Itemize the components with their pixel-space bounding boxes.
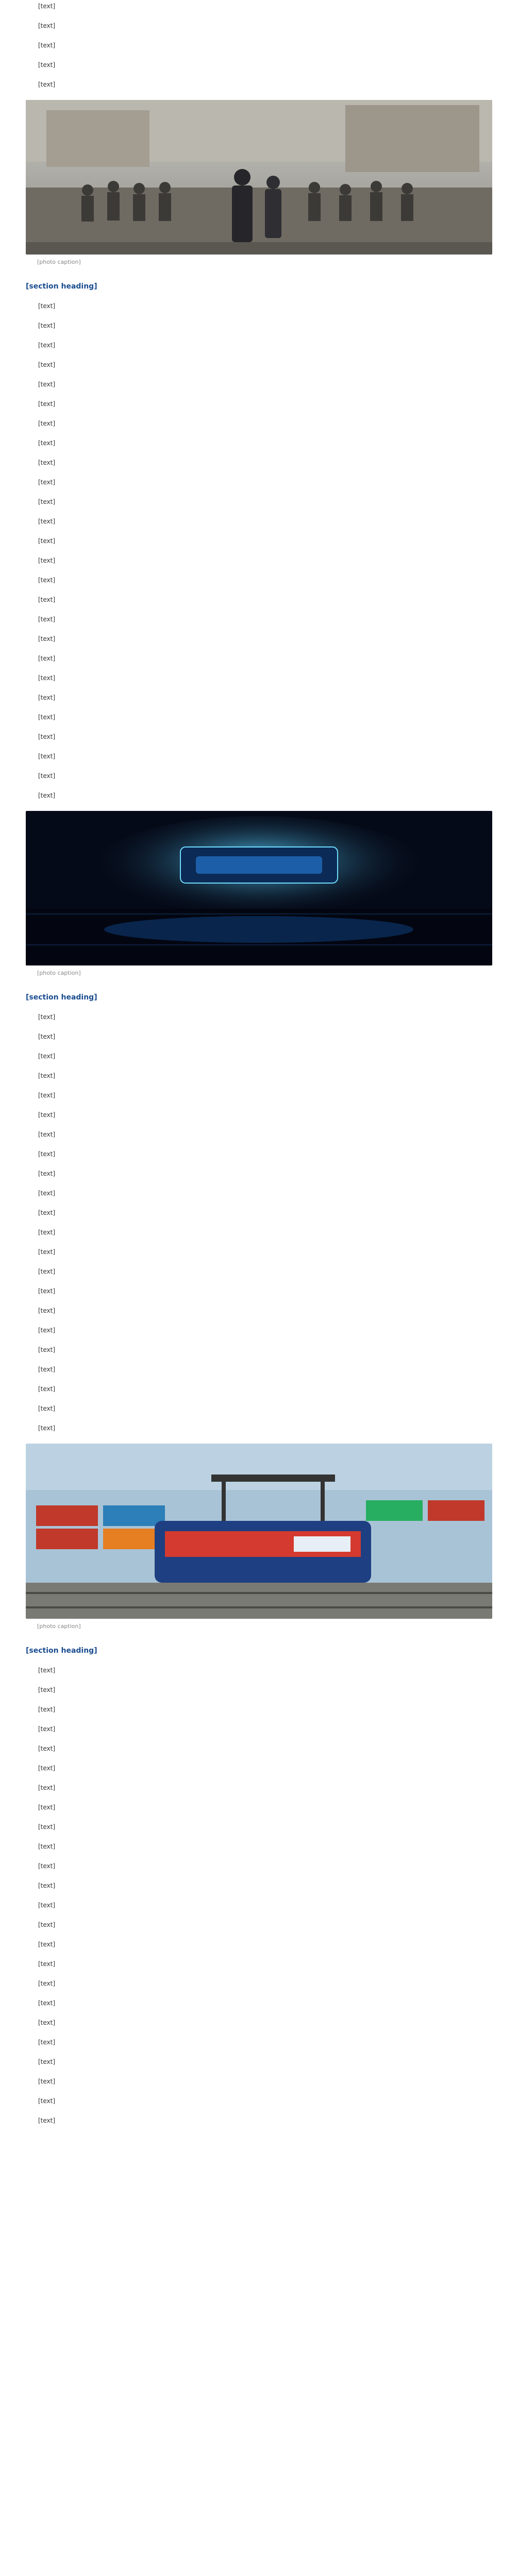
article-paragraph: [text]	[38, 616, 56, 623]
article-paragraph: [text]	[38, 1092, 56, 1099]
article-paragraph: [text]	[38, 2097, 56, 2105]
article-paragraph: [text]	[38, 1366, 56, 1373]
photo-visit	[26, 100, 492, 255]
article-paragraph: [text]	[38, 1999, 56, 2007]
article-paragraph: [text]	[38, 694, 56, 701]
article-paragraph: [text]	[38, 2058, 56, 2065]
section-heading: [section heading]	[26, 993, 97, 1002]
photo-figure	[26, 1444, 492, 1631]
photo-figure	[26, 100, 492, 267]
article-paragraph: [text]	[38, 1960, 56, 1968]
article-paragraph: [text]	[38, 2019, 56, 2026]
article-paragraph: [text]	[38, 1405, 56, 1412]
article-paragraph: [text]	[38, 557, 56, 564]
section-heading: [section heading]	[26, 282, 97, 291]
article-paragraph: [text]	[38, 1170, 56, 1177]
article-paragraph: [text]	[38, 1725, 56, 1733]
article-paragraph: [text]	[38, 1287, 56, 1295]
article-paragraph: [text]	[38, 1425, 56, 1432]
article-paragraph: [text]	[38, 1784, 56, 1791]
article-paragraph: [text]	[38, 1131, 56, 1138]
article-paragraph: [text]	[38, 1862, 56, 1870]
article-paragraph: [text]	[38, 714, 56, 721]
article-paragraph: [text]	[38, 1941, 56, 1948]
article-paragraph: [text]	[38, 1072, 56, 1079]
article-body	[26, 0, 492, 2134]
photo-caption: [photo caption]	[37, 259, 81, 265]
article-paragraph: [text]	[38, 1385, 56, 1393]
article-paragraph: [text]	[38, 753, 56, 760]
article-paragraph: [text]	[38, 1921, 56, 1928]
article-paragraph: [text]	[38, 1843, 56, 1850]
article-paragraph: [text]	[38, 1706, 56, 1713]
article-paragraph: [text]	[38, 1268, 56, 1275]
photo-figure	[26, 811, 492, 978]
article-paragraph: [text]	[38, 1882, 56, 1889]
article-paragraph: [text]	[38, 1111, 56, 1118]
article-paragraph: [text]	[38, 1033, 56, 1040]
article-paragraph: [text]	[38, 1307, 56, 1314]
article-paragraph: [text]	[38, 302, 56, 310]
article-paragraph: [text]	[38, 674, 56, 682]
article-paragraph: [text]	[38, 22, 56, 29]
photo-caption: [photo caption]	[37, 1623, 81, 1630]
article-paragraph: [text]	[38, 1013, 56, 1021]
article-paragraph: [text]	[38, 61, 56, 69]
article-paragraph: [text]	[38, 81, 56, 88]
article-paragraph: [text]	[38, 1053, 56, 1060]
article-paragraph: [text]	[38, 2039, 56, 2046]
article-paragraph: [text]	[38, 1804, 56, 1811]
article-paragraph: [text]	[38, 1150, 56, 1158]
photo-light	[26, 811, 492, 965]
article-paragraph: [text]	[38, 518, 56, 525]
article-paragraph: [text]	[38, 1745, 56, 1752]
article-paragraph: [text]	[38, 1765, 56, 1772]
article-paragraph: [text]	[38, 3, 56, 10]
article-paragraph: [text]	[38, 1667, 56, 1674]
article-paragraph: [text]	[38, 342, 56, 349]
photo-train	[26, 1444, 492, 1619]
article-paragraph: [text]	[38, 361, 56, 368]
article-paragraph: [text]	[38, 596, 56, 603]
article-paragraph: [text]	[38, 479, 56, 486]
section-heading: [section heading]	[26, 1647, 97, 1655]
article-paragraph: [text]	[38, 420, 56, 427]
article-paragraph: [text]	[38, 1980, 56, 1987]
article-paragraph: [text]	[38, 1209, 56, 1216]
article-paragraph: [text]	[38, 537, 56, 545]
article-paragraph: [text]	[38, 459, 56, 466]
article-paragraph: [text]	[38, 772, 56, 779]
article-paragraph: [text]	[38, 1248, 56, 1256]
article-paragraph: [text]	[38, 1686, 56, 1693]
article-paragraph: [text]	[38, 322, 56, 329]
article-paragraph: [text]	[38, 577, 56, 584]
article-paragraph: [text]	[38, 635, 56, 642]
article-paragraph: [text]	[38, 2078, 56, 2085]
article-paragraph: [text]	[38, 792, 56, 799]
article-paragraph: [text]	[38, 381, 56, 388]
article-paragraph: [text]	[38, 733, 56, 740]
article-paragraph: [text]	[38, 1902, 56, 1909]
article-paragraph: [text]	[38, 2117, 56, 2124]
article-paragraph: [text]	[38, 1346, 56, 1353]
article-paragraph: [text]	[38, 498, 56, 505]
photo-caption: [photo caption]	[37, 970, 81, 976]
article-paragraph: [text]	[38, 1229, 56, 1236]
article-paragraph: [text]	[38, 1327, 56, 1334]
article-paragraph: [text]	[38, 439, 56, 447]
article-paragraph: [text]	[38, 655, 56, 662]
article-paragraph: [text]	[38, 42, 56, 49]
article-paragraph: [text]	[38, 1190, 56, 1197]
article-paragraph: [text]	[38, 400, 56, 408]
article-paragraph: [text]	[38, 1823, 56, 1831]
